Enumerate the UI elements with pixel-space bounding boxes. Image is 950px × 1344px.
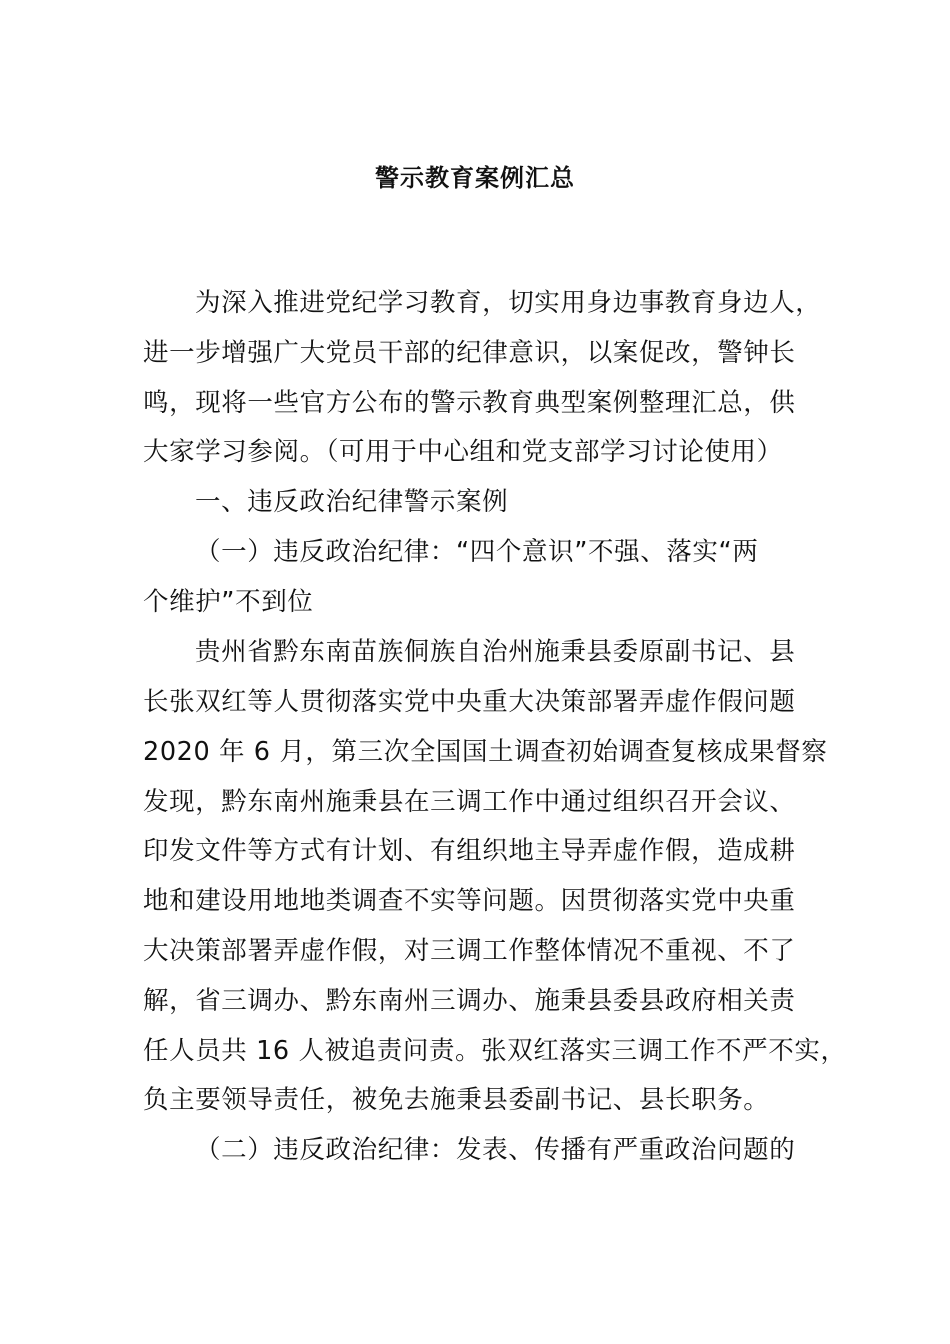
paragraph-line: 大家学习参阅。（可用于中心组和党支部学习讨论使用） — [143, 437, 783, 467]
subsection-heading: （二）违反政治纪律：发表、传播有严重政治问题的 — [195, 1135, 796, 1165]
paragraph-line: 为深入推进党纪学习教育，切实用身边事教育身边人， — [195, 288, 822, 318]
paragraph-line: 地和建设用地地类调查不实等问题。因贯彻落实党中央重 — [143, 886, 796, 916]
subsection-heading-continued: 个维护”不到位 — [143, 587, 314, 617]
paragraph-line: 任人员共 16 人被追责问责。张双红落实三调工作不严不实， — [143, 1036, 847, 1066]
paragraph-line: 印发文件等方式有计划、有组织地主导弄虚作假，造成耕 — [143, 836, 796, 866]
section-heading: 一、违反政治纪律警示案例 — [195, 487, 509, 517]
paragraph-line: 鸣，现将一些官方公布的警示教育典型案例整理汇总，供 — [143, 388, 796, 418]
paragraph-line: 发现，黔东南州施秉县在三调工作中通过组织召开会议、 — [143, 787, 796, 817]
paragraph-line: 2020 年 6 月，第三次全国国土调查初始调查复核成果督察 — [143, 737, 828, 767]
paragraph-line: 长张双红等人贯彻落实党中央重大决策部署弄虚作假问题 — [143, 687, 796, 717]
paragraph-line: 负主要领导责任，被免去施秉县委副书记、县长职务。 — [143, 1085, 770, 1115]
paragraph-line: 贵州省黔东南苗族侗族自治州施秉县委原副书记、县 — [195, 637, 796, 667]
subsection-heading: （一）违反政治纪律：“四个意识”不强、落实“两 — [195, 537, 759, 567]
paragraph-line: 大决策部署弄虚作假，对三调工作整体情况不重视、不了 — [143, 936, 796, 966]
document-title: 警示教育案例汇总 — [375, 164, 575, 192]
paragraph-line: 解，省三调办、黔东南州三调办、施秉县委县政府相关责 — [143, 986, 796, 1016]
paragraph-line: 进一步增强广大党员干部的纪律意识，以案促改，警钟长 — [143, 338, 796, 368]
